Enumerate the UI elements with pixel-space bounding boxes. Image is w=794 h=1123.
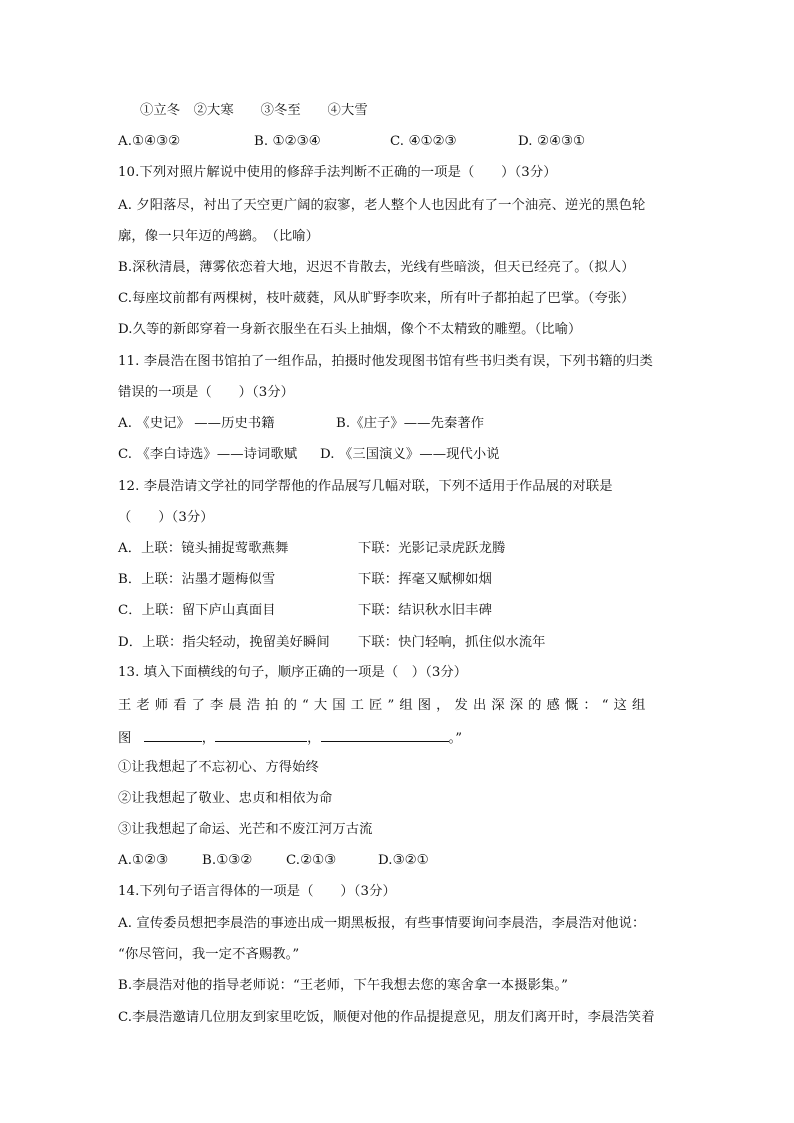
q9-option-a: A.①④③② — [118, 134, 181, 149]
q11-option-b: B.《庄子》——先秦著作 — [336, 416, 485, 431]
q13-context-prefix: 图 — [118, 731, 132, 746]
q13-stem: 13. 填入下面横线的句子，顺序正确的一项是（ ）（3分） — [118, 665, 468, 680]
q13-option-a: A.①②③ — [118, 853, 169, 868]
q13-comma-2: ， — [307, 731, 321, 746]
q10-stem: 10.下列对照片解说中使用的修辞手法判断不正确的一项是（ ）（3分） — [118, 165, 557, 180]
q10-option-a-line1: A. 夕阳落尽，衬出了天空更广阔的寂寥，老人整个人也因此有了一个油亮、逆光的黑色轮 — [118, 198, 646, 213]
q12-option-d-down: 下联：快门轻响，抓住似水流年 — [358, 635, 546, 650]
q9-option-c: C. ④①②③ — [390, 134, 457, 149]
q14-option-c: C.李晨浩邀请几位朋友到家里吃饭，顺便对他的作品提提意见，朋友们离开时，李晨浩笑着 — [118, 1010, 655, 1025]
q10-option-b: B.深秋清晨，薄雾依恋着大地，迟迟不肯散去，光线有些暗淡，但天已经亮了。（拟人） — [118, 260, 635, 275]
q12-stem-line1: 12. 李晨浩请文学社的同学帮他的作品展写几幅对联，下列不适用于作品展的对联是 — [118, 479, 613, 494]
q13-sentence-3: ③让我想起了命运、光芒和不废江河万古流 — [118, 822, 373, 837]
q14-option-a-line1: A. 宣传委员想把李晨浩的事迹出成一期黑板报，有些事情要询问李晨浩，李晨浩对他说： — [118, 916, 646, 931]
q12-option-a-down: 下联：光影记录虎跃龙腾 — [358, 541, 506, 556]
q12-option-b-up: B．上联：沾墨才题梅似雪 — [118, 572, 276, 587]
q13-context-line2 — [118, 727, 678, 749]
q13-option-c: C.②①③ — [286, 853, 337, 868]
q10-option-c: C.每座坟前都有两棵树，枝叶葳蕤，风从旷野李吹来，所有叶子都拍起了巴掌。（夸张） — [118, 291, 635, 306]
q10-option-d: D.久等的新郎穿着一身新衣服坐在石头上抽烟，像个不太精致的雕塑。（比喻） — [118, 322, 582, 337]
q13-sentence-1: ①让我想起了不忘初心、方得始终 — [118, 760, 319, 775]
q13-blank-3 — [321, 727, 449, 742]
q13-end-quote: 。” — [448, 731, 463, 746]
q14-option-b: B.李晨浩对他的指导老师说：“王老师，下午我想去您的寒舍拿一本摄影集。” — [118, 978, 569, 993]
q11-option-d: D. 《三国演义》——现代小说 — [320, 447, 500, 462]
q13-comma-1: ， — [201, 731, 216, 746]
q9-items: ①立冬 ②大寒 ③冬至 ④大雪 — [140, 103, 368, 118]
q12-option-b-down: 下联：挥毫又赋柳如烟 — [358, 572, 492, 587]
q13-context-line1: 王老师看了李晨浩拍的“大国工匠”组图，发出深深的感慨：“这组 — [118, 698, 651, 713]
q11-stem-line1: 11. 李晨浩在图书馆拍了一组作品，拍摄时他发现图书馆有些书归类有误，下列书籍的归类 — [118, 354, 653, 369]
q11-option-c: C. 《李白诗选》——诗词歌赋 — [118, 447, 298, 462]
q9-option-b: B. ①②③④ — [254, 134, 321, 149]
q13-blank-2 — [215, 727, 307, 742]
q11-stem-line2: 错误的一项是（ ）（3分） — [118, 385, 295, 400]
q13-option-b: B.①③② — [202, 853, 253, 868]
q12-option-d-up: D．上联：指尖轻动，挽留美好瞬间 — [118, 635, 330, 650]
q13-option-d: D.③②① — [378, 853, 429, 868]
q12-option-c-up: C．上联：留下庐山真面目 — [118, 603, 276, 618]
q13-blank-1 — [144, 727, 202, 742]
q12-stem-line2: （ ）（3分） — [118, 510, 214, 525]
q14-option-a-line2: “你尽管问，我一定不吝赐教。” — [118, 947, 300, 962]
q11-option-a: A. 《史记》 ——历史书籍 — [118, 416, 275, 431]
q14-stem: 14.下列句子语言得体的一项是（ ）（3分） — [118, 884, 396, 899]
q13-sentence-2: ②让我想起了敬业、忠贞和相依为命 — [118, 791, 333, 806]
q10-option-a-line2: 廓，像一只年迈的鸬鹚。 （比喻） — [118, 229, 320, 244]
q12-option-a-up: A．上联：镜头捕捉莺歌燕舞 — [118, 541, 289, 556]
q9-option-d: D. ②④③① — [518, 134, 586, 149]
q12-option-c-down: 下联：结识秋水旧丰碑 — [358, 603, 492, 618]
